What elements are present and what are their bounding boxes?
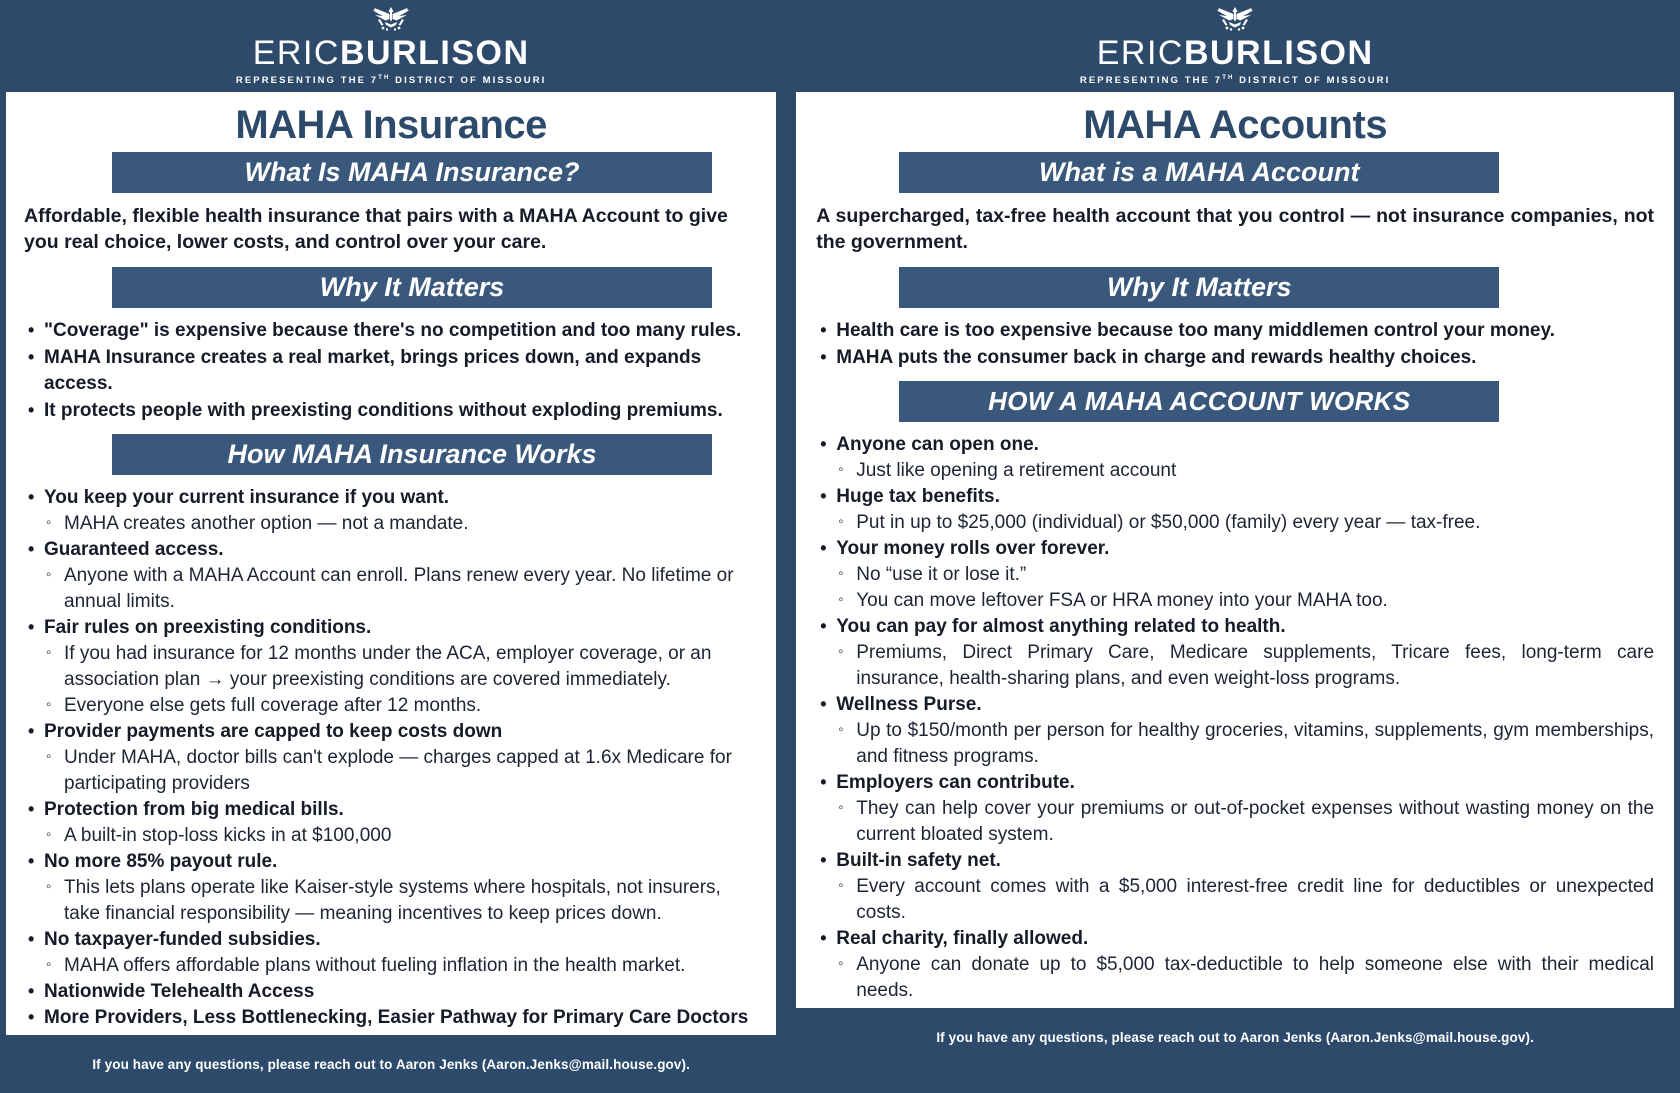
masthead-right bbox=[790, 0, 1680, 92]
left-heading-what: What Is MAHA Insurance? bbox=[112, 152, 712, 193]
list-item bbox=[24, 927, 758, 979]
list-item-lead: • Built-in safety net. bbox=[816, 848, 1654, 874]
list-item-lead: • Real charity, finally allowed. bbox=[816, 926, 1654, 952]
eagle-icon bbox=[363, 4, 419, 34]
list-item-sub: ◦ Anyone with a MAHA Account can enroll. Plans renew every year. No lifetime or annual limits. bbox=[24, 563, 758, 615]
list-item-sub: ◦ They can help cover your premiums or out-of-pocket expenses without wasting money on the current bloated system. bbox=[816, 796, 1654, 848]
list-item-sub: ◦ You can move leftover FSA or HRA money into your MAHA too. bbox=[816, 588, 1654, 614]
left-why-list bbox=[22, 318, 760, 424]
list-item-lead: • More Providers, Less Bottlenecking, Easier Pathway for Primary Care Doctors bbox=[24, 1005, 758, 1031]
list-item bbox=[816, 770, 1654, 848]
list-item-sub: ◦ Up to $150/month per person for healthy groceries, vitamins, supplements, gym memberships, and fitness programs. bbox=[816, 718, 1654, 770]
left-panel bbox=[0, 0, 782, 1072]
list-item bbox=[24, 615, 758, 719]
list-item bbox=[816, 536, 1654, 614]
list-item-sub: ◦ Put in up to $25,000 (individual) or $50,000 (family) every year — tax-free. bbox=[816, 510, 1654, 536]
list-item bbox=[816, 484, 1654, 536]
brand-tagline: REPRESENTING THE 7TH DISTRICT OF MISSOURI bbox=[1079, 75, 1391, 87]
right-content-card bbox=[796, 92, 1674, 1008]
right-heading-how: HOW A MAHA ACCOUNT WORKS bbox=[899, 381, 1499, 422]
brand-name-last: BURLISON bbox=[1183, 34, 1374, 72]
right-intro-text: A supercharged, tax-free health account that you control — not insurance companies, not the government. bbox=[816, 205, 1655, 253]
list-item: • It protects people with preexisting conditions without exploding premiums. bbox=[24, 398, 758, 424]
right-page-title: MAHA Accounts bbox=[1083, 103, 1388, 147]
list-item-lead: • Protection from big medical bills. bbox=[24, 797, 758, 823]
right-heading-why: Why It Matters bbox=[899, 267, 1499, 308]
brand-logo bbox=[1080, 0, 1391, 86]
list-item-lead: • Anyone can open one. bbox=[816, 432, 1654, 458]
list-item: • MAHA puts the consumer back in charge and rewards healthy choices. bbox=[816, 345, 1654, 371]
right-panel bbox=[790, 0, 1680, 1066]
brand-name-first: ERIC bbox=[1096, 34, 1184, 72]
right-how-list bbox=[814, 432, 1656, 1004]
list-item bbox=[816, 432, 1654, 484]
list-item-sub: ◦ This lets plans operate like Kaiser-style systems where hospitals, not insurers, take financial responsibility — meaning incentives to keep prices down. bbox=[24, 875, 758, 927]
brand-name-first: ERIC bbox=[252, 34, 340, 72]
list-item bbox=[816, 614, 1654, 692]
list-item-lead: • Provider payments are capped to keep costs down bbox=[24, 719, 758, 745]
list-item-sub: ◦ Everyone else gets full coverage after 12 months. bbox=[24, 693, 758, 719]
left-page-title: MAHA Insurance bbox=[235, 103, 547, 147]
right-why-list bbox=[814, 318, 1656, 371]
brand-tagline: REPRESENTING THE 7TH DISTRICT OF MISSOURI bbox=[235, 75, 547, 87]
list-item-lead: • Wellness Purse. bbox=[816, 692, 1654, 718]
list-item-lead: • No taxpayer-funded subsidies. bbox=[24, 927, 758, 953]
list-item-sub: ◦ MAHA creates another option — not a mandate. bbox=[24, 511, 758, 537]
list-item bbox=[24, 849, 758, 927]
left-how-list bbox=[22, 485, 760, 1031]
left-intro-text: Affordable, flexible health insurance that pairs with a MAHA Account to give you real choice, lower costs, and control over your care. bbox=[24, 205, 728, 253]
list-item-lead: • Employers can contribute. bbox=[816, 770, 1654, 796]
list-item-lead: • No more 85% payout rule. bbox=[24, 849, 758, 875]
list-item-lead: • Your money rolls over forever. bbox=[816, 536, 1654, 562]
list-item bbox=[24, 719, 758, 797]
list-item-sub: ◦ Every account comes with a $5,000 interest-free credit line for deductibles or unexpected costs. bbox=[816, 874, 1654, 926]
panel-divider bbox=[782, 0, 790, 1066]
list-item bbox=[816, 926, 1654, 1004]
list-item: • Health care is too expensive because too many middlemen control your money. bbox=[816, 318, 1654, 344]
list-item-lead: • Fair rules on preexisting conditions. bbox=[24, 615, 758, 641]
list-item-lead: • Guaranteed access. bbox=[24, 537, 758, 563]
left-footer-text: If you have any questions, please reach out to Aaron Jenks (Aaron.Jenks@mail.house.gov). bbox=[92, 1056, 690, 1072]
left-content-card bbox=[6, 92, 776, 1035]
list-item bbox=[816, 848, 1654, 926]
left-footer bbox=[0, 1035, 782, 1093]
list-item: • "Coverage" is expensive because there's no competition and too many rules. bbox=[24, 318, 758, 344]
list-item-lead: • Nationwide Telehealth Access bbox=[24, 979, 758, 1005]
brand-name bbox=[1097, 35, 1374, 71]
left-heading-why: Why It Matters bbox=[112, 267, 712, 308]
list-item bbox=[24, 979, 758, 1005]
list-item bbox=[24, 537, 758, 615]
list-item-lead: • Huge tax benefits. bbox=[816, 484, 1654, 510]
list-item-lead: • You keep your current insurance if you want. bbox=[24, 485, 758, 511]
list-item bbox=[24, 485, 758, 537]
left-heading-how: How MAHA Insurance Works bbox=[112, 434, 712, 475]
list-item-sub: ◦ Just like opening a retirement account bbox=[816, 458, 1654, 484]
list-item-sub: ◦ A built-in stop-loss kicks in at $100,000 bbox=[24, 823, 758, 849]
brand-name-last: BURLISON bbox=[339, 34, 530, 72]
right-footer-text: If you have any questions, please reach out to Aaron Jenks (Aaron.Jenks@mail.house.gov). bbox=[936, 1029, 1534, 1045]
list-item-sub: ◦ If you had insurance for 12 months under the ACA, employer coverage, or an association plan → your preexisting conditions are covered immediately. bbox=[24, 641, 758, 693]
right-heading-what: What is a MAHA Account bbox=[899, 152, 1499, 193]
list-item-sub: ◦ Premiums, Direct Primary Care, Medicare supplements, Tricare fees, long-term care insurance, health-sharing plans, and even weight-loss programs. bbox=[816, 640, 1654, 692]
list-item-sub: ◦ Under MAHA, doctor bills can't explode — charges capped at 1.6x Medicare for participating providers bbox=[24, 745, 758, 797]
list-item bbox=[24, 797, 758, 849]
brand-logo bbox=[236, 0, 547, 86]
eagle-icon bbox=[1207, 4, 1263, 34]
list-item-sub: ◦ No “use it or lose it.” bbox=[816, 562, 1654, 588]
list-item-sub: ◦ MAHA offers affordable plans without fueling inflation in the health market. bbox=[24, 953, 758, 979]
list-item: • MAHA Insurance creates a real market, brings prices down, and expands access. bbox=[24, 345, 758, 397]
list-item-lead: • You can pay for almost anything related to health. bbox=[816, 614, 1654, 640]
list-item bbox=[816, 692, 1654, 770]
list-item-sub: ◦ Anyone can donate up to $5,000 tax-deductible to help someone else with their medical needs. bbox=[816, 952, 1654, 1004]
right-footer bbox=[790, 1008, 1680, 1066]
brand-name bbox=[253, 35, 530, 71]
list-item bbox=[24, 1005, 758, 1031]
masthead-left bbox=[0, 0, 782, 92]
